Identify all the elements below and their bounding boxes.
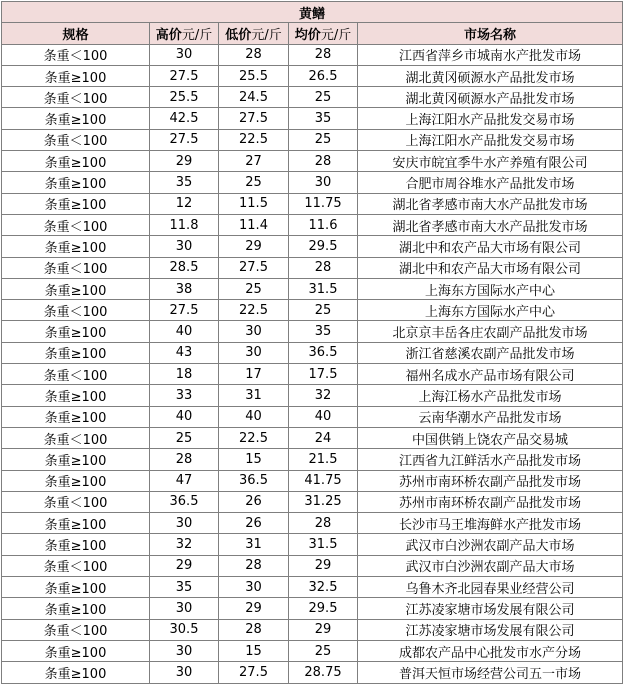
cell-low: 15 (219, 449, 289, 470)
cell-avg: 40 (289, 406, 358, 427)
cell-spec: 条重≥100 (2, 278, 150, 299)
cell-high: 30 (150, 598, 219, 619)
cell-spec: 条重≥100 (2, 342, 150, 363)
table-row (2, 513, 623, 534)
table-row (2, 172, 623, 193)
cell-high: 40 (150, 321, 219, 342)
cell-high: 25 (150, 427, 219, 448)
header-spec: 规格 (2, 23, 150, 44)
cell-avg: 30 (289, 172, 358, 193)
cell-high: 30 (150, 236, 219, 257)
cell-market: 武汉市白沙洲农副产品大市场 (358, 534, 623, 555)
table-row (2, 598, 623, 619)
table-row (2, 385, 623, 406)
cell-avg: 31.5 (289, 278, 358, 299)
cell-spec: 条重≥100 (2, 151, 150, 172)
cell-avg: 29.5 (289, 236, 358, 257)
cell-low: 22.5 (219, 300, 289, 321)
cell-low: 28 (219, 44, 289, 65)
cell-high: 30 (150, 44, 219, 65)
header-high (150, 23, 219, 44)
cell-high: 36.5 (150, 491, 219, 512)
cell-low: 31 (219, 534, 289, 555)
table-row (2, 65, 623, 86)
cell-low: 36.5 (219, 470, 289, 491)
table-title: 黄鳝 (2, 2, 623, 23)
cell-high: 38 (150, 278, 219, 299)
cell-spec: 条重≥100 (2, 385, 150, 406)
cell-avg: 31.5 (289, 534, 358, 555)
cell-low: 22.5 (219, 427, 289, 448)
cell-market: 湖北黄冈硕源水产品批发市场 (358, 87, 623, 108)
cell-low: 15 (219, 640, 289, 661)
cell-spec: 条重≥100 (2, 65, 150, 86)
header-avg-unit: 元/斤 (320, 27, 352, 43)
cell-spec: 条重≥100 (2, 193, 150, 214)
cell-market: 安庆市皖宜季牛水产养殖有限公司 (358, 151, 623, 172)
cell-avg: 11.75 (289, 193, 358, 214)
cell-high: 12 (150, 193, 219, 214)
cell-market: 上海东方国际水产中心 (358, 300, 623, 321)
cell-high: 25.5 (150, 87, 219, 108)
cell-low: 25 (219, 172, 289, 193)
table-row (2, 491, 623, 512)
cell-low: 30 (219, 577, 289, 598)
cell-spec: 条重≥100 (2, 662, 150, 683)
cell-avg: 41.75 (289, 470, 358, 491)
header-high-label: 高价 (155, 27, 182, 43)
cell-low: 26 (219, 513, 289, 534)
cell-avg: 25 (289, 87, 358, 108)
cell-low: 30 (219, 321, 289, 342)
table-row (2, 214, 623, 235)
cell-spec: 条重＜100 (2, 257, 150, 278)
cell-avg: 32 (289, 385, 358, 406)
table-body (2, 44, 623, 683)
cell-avg: 28 (289, 513, 358, 534)
table-row (2, 577, 623, 598)
cell-low: 25 (219, 278, 289, 299)
cell-avg: 32.5 (289, 577, 358, 598)
cell-low: 27.5 (219, 662, 289, 683)
cell-spec: 条重≥100 (2, 236, 150, 257)
cell-avg: 29 (289, 619, 358, 640)
cell-high: 28 (150, 449, 219, 470)
cell-spec: 条重≥100 (2, 172, 150, 193)
cell-high: 32 (150, 534, 219, 555)
cell-low: 17 (219, 364, 289, 385)
cell-spec: 条重≥100 (2, 513, 150, 534)
table-row (2, 321, 623, 342)
cell-high: 27.5 (150, 129, 219, 150)
cell-low: 27.5 (219, 257, 289, 278)
cell-avg: 36.5 (289, 342, 358, 363)
cell-avg: 25 (289, 640, 358, 661)
price-table (1, 1, 623, 684)
cell-avg: 11.6 (289, 214, 358, 235)
table-row (2, 406, 623, 427)
cell-high: 27.5 (150, 65, 219, 86)
header-avg (289, 23, 358, 44)
cell-market: 中国供销上饶农产品交易城 (358, 427, 623, 448)
cell-market: 福州名成水产品市场有限公司 (358, 364, 623, 385)
cell-high: 35 (150, 577, 219, 598)
cell-spec: 条重≥100 (2, 449, 150, 470)
cell-spec: 条重≥100 (2, 470, 150, 491)
cell-low: 31 (219, 385, 289, 406)
cell-high: 35 (150, 172, 219, 193)
cell-low: 40 (219, 406, 289, 427)
cell-high: 18 (150, 364, 219, 385)
cell-spec: 条重＜100 (2, 364, 150, 385)
cell-high: 33 (150, 385, 219, 406)
cell-market: 湖北中和农产品大市场有限公司 (358, 257, 623, 278)
table-row (2, 662, 623, 683)
cell-low: 29 (219, 598, 289, 619)
cell-market: 江西省九江鲜活水产品批发市场 (358, 449, 623, 470)
table-row (2, 87, 623, 108)
table-row (2, 151, 623, 172)
cell-market: 上海江杨水产品批发市场 (358, 385, 623, 406)
cell-low: 29 (219, 236, 289, 257)
cell-market: 苏州市南环桥农副产品批发市场 (358, 491, 623, 512)
cell-market: 江苏凌家塘市场发展有限公司 (358, 598, 623, 619)
cell-high: 40 (150, 406, 219, 427)
cell-market: 湖北省孝感市南大水产品批发市场 (358, 214, 623, 235)
cell-market: 湖北省孝感市南大水产品批发市场 (358, 193, 623, 214)
table-row (2, 619, 623, 640)
cell-low: 28 (219, 619, 289, 640)
cell-market: 武汉市白沙洲农副产品大市场 (358, 555, 623, 576)
cell-high: 27.5 (150, 300, 219, 321)
cell-spec: 条重≥100 (2, 534, 150, 555)
cell-market: 上海东方国际水产中心 (358, 278, 623, 299)
cell-market: 乌鲁木齐北园春果业经营公司 (358, 577, 623, 598)
cell-low: 11.4 (219, 214, 289, 235)
table-row (2, 640, 623, 661)
header-market: 市场名称 (358, 23, 623, 44)
cell-spec: 条重≥100 (2, 321, 150, 342)
cell-spec: 条重≥100 (2, 640, 150, 661)
cell-market: 湖北黄冈硕源水产品批发市场 (358, 65, 623, 86)
cell-avg: 28 (289, 44, 358, 65)
cell-spec: 条重＜100 (2, 129, 150, 150)
cell-low: 22.5 (219, 129, 289, 150)
table-row (2, 236, 623, 257)
cell-market: 普洱天恒市场经营公司五一市场 (358, 662, 623, 683)
cell-spec: 条重＜100 (2, 214, 150, 235)
cell-market: 成都农产品中心批发市水产分场 (358, 640, 623, 661)
header-avg-label: 均价 (294, 27, 321, 43)
table-row (2, 364, 623, 385)
cell-market: 云南华潮水产品批发市场 (358, 406, 623, 427)
cell-avg: 21.5 (289, 449, 358, 470)
cell-market: 长沙市马王堆海鲜水产批发市场 (358, 513, 623, 534)
cell-low: 30 (219, 342, 289, 363)
cell-high: 29 (150, 555, 219, 576)
cell-low: 27.5 (219, 108, 289, 129)
cell-low: 26 (219, 491, 289, 512)
cell-spec: 条重＜100 (2, 87, 150, 108)
cell-market: 上海江阳水产品批发交易市场 (358, 108, 623, 129)
cell-high: 30 (150, 640, 219, 661)
cell-avg: 17.5 (289, 364, 358, 385)
cell-avg: 29.5 (289, 598, 358, 619)
cell-market: 北京京丰岳各庄农副产品批发市场 (358, 321, 623, 342)
cell-avg: 35 (289, 321, 358, 342)
table-row (2, 470, 623, 491)
cell-low: 11.5 (219, 193, 289, 214)
cell-avg: 24 (289, 427, 358, 448)
cell-high: 30.5 (150, 619, 219, 640)
cell-avg: 28 (289, 257, 358, 278)
cell-avg: 29 (289, 555, 358, 576)
cell-low: 25.5 (219, 65, 289, 86)
table-row (2, 300, 623, 321)
cell-spec: 条重≥100 (2, 108, 150, 129)
cell-avg: 31.25 (289, 491, 358, 512)
header-low-unit: 元/斤 (251, 27, 282, 43)
cell-market: 江西省萍乡市城南水产批发市场 (358, 44, 623, 65)
cell-avg: 28 (289, 151, 358, 172)
cell-spec: 条重＜100 (2, 619, 150, 640)
cell-avg: 26.5 (289, 65, 358, 86)
header-low (219, 23, 289, 44)
header-low-label: 低价 (225, 27, 252, 43)
table-row (2, 342, 623, 363)
table-row (2, 257, 623, 278)
cell-avg: 25 (289, 129, 358, 150)
cell-market: 上海江阳水产品批发交易市场 (358, 129, 623, 150)
cell-avg: 28.75 (289, 662, 358, 683)
cell-high: 29 (150, 151, 219, 172)
table-row (2, 129, 623, 150)
cell-high: 30 (150, 662, 219, 683)
cell-spec: 条重≥100 (2, 598, 150, 619)
cell-market: 合肥市周谷堆水产品批发市场 (358, 172, 623, 193)
cell-market: 浙江省慈溪农副产品批发市场 (358, 342, 623, 363)
table-row (2, 427, 623, 448)
cell-market: 苏州市南环桥农副产品批发市场 (358, 470, 623, 491)
cell-spec: 条重＜100 (2, 300, 150, 321)
cell-high: 42.5 (150, 108, 219, 129)
table-row (2, 449, 623, 470)
cell-spec: 条重≥100 (2, 406, 150, 427)
cell-spec: 条重≥100 (2, 577, 150, 598)
cell-avg: 35 (289, 108, 358, 129)
cell-low: 24.5 (219, 87, 289, 108)
cell-high: 28.5 (150, 257, 219, 278)
table-row (2, 108, 623, 129)
cell-spec: 条重＜100 (2, 491, 150, 512)
table-row (2, 555, 623, 576)
cell-spec: 条重＜100 (2, 427, 150, 448)
cell-low: 28 (219, 555, 289, 576)
cell-spec: 条重＜100 (2, 555, 150, 576)
cell-spec: 条重＜100 (2, 44, 150, 65)
cell-high: 47 (150, 470, 219, 491)
table-row (2, 44, 623, 65)
header-high-unit: 元/斤 (181, 27, 213, 43)
cell-high: 30 (150, 513, 219, 534)
cell-market: 江苏凌家塘市场发展有限公司 (358, 619, 623, 640)
cell-market: 湖北中和农产品大市场有限公司 (358, 236, 623, 257)
title-row (2, 2, 623, 23)
cell-low: 27 (219, 151, 289, 172)
table-row (2, 534, 623, 555)
cell-high: 11.8 (150, 214, 219, 235)
header-row (2, 23, 623, 44)
cell-high: 43 (150, 342, 219, 363)
table-row (2, 193, 623, 214)
table-row (2, 278, 623, 299)
cell-avg: 25 (289, 300, 358, 321)
